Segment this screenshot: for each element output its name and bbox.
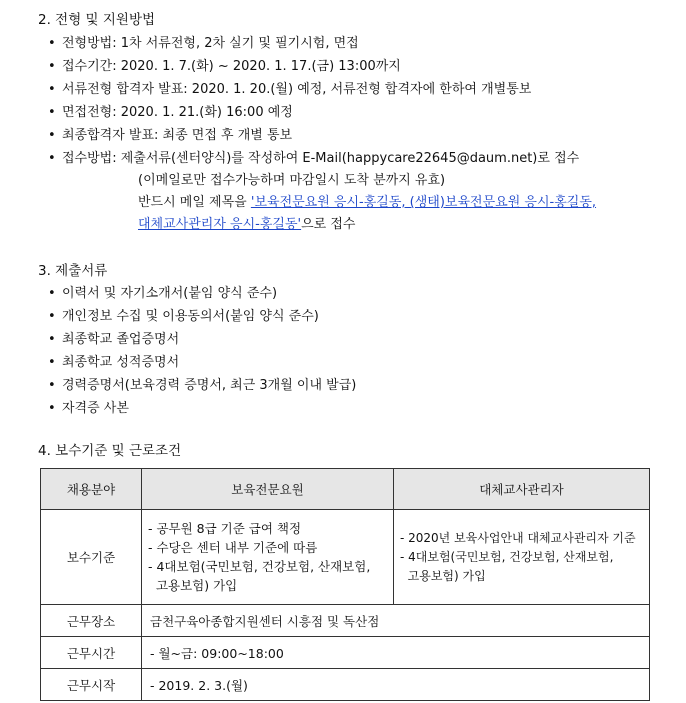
list-item: • 면접전형: 2020. 1. 21.(화) 16:00 예정: [48, 105, 293, 120]
list-item: • 자격증 사본: [48, 401, 129, 416]
list-item: • 최종합격자 발표: 최종 면접 후 개별 통보: [48, 128, 293, 143]
row-label: 근무시간: [41, 637, 142, 669]
list-item: • 서류전형 합격자 발표: 2020. 1. 20.(월) 예정, 서류전형 합격자에 한하여 개별통보: [48, 82, 532, 97]
list-item: • 이력서 및 자기소개서(붙임 양식 준수): [48, 286, 278, 301]
table-header: 대체교사관리자: [394, 469, 650, 510]
conditions-table: [40, 468, 650, 701]
table-cell: - 공무원 8급 기준 급여 책정 - 수당은 센터 내부 기준에 따름 - 4대보험(국민보험, 건강보험, 산재보험, 고용보험) 가입: [142, 510, 394, 605]
section-2-title: 2. 전형 및 지원방법: [38, 12, 156, 28]
section-4-title: 4. 보수기준 및 근로조건: [38, 443, 182, 459]
row-label: 근무시작: [41, 669, 142, 701]
continuation-text: (이메일로만 접수가능하며 마감일시 도착 분까지 유효): [138, 173, 446, 188]
subject-format-link: '보육전문요원 응시-홍길동, (생태)보육전문요원 응시-홍길동,: [250, 195, 597, 210]
table-cell: - 2019. 2. 3.(월): [142, 669, 650, 701]
continuation-text: 대체교사관리자 응시-홍길동'으로 접수: [138, 217, 356, 232]
table-header: 채용분야: [41, 469, 142, 510]
list-item: • 최종학교 졸업증명서: [48, 332, 180, 347]
row-label: 근무장소: [41, 605, 142, 637]
list-item: • 개인정보 수집 및 이용동의서(붙임 양식 준수): [48, 309, 319, 324]
continuation-text: 반드시 메일 제목을 '보육전문요원 응시-홍길동, (생태)보육전문요원 응시-홍길동,: [138, 195, 597, 210]
row-label: 보수기준: [41, 510, 142, 605]
list-item: • 접수기간: 2020. 1. 7.(화) ~ 2020. 1. 17.(금) 13:00까지: [48, 59, 401, 74]
list-item: • 최종학교 성적증명서: [48, 355, 180, 370]
section-3-title: 3. 제출서류: [38, 263, 108, 279]
table-header: 보육전문요원: [142, 469, 394, 510]
list-item: • 접수방법: 제출서류(센터양식)를 작성하여 E-Mail(happycare22645@daum.net)로 접수: [48, 151, 580, 166]
list-item: • 경력증명서(보육경력 증명서, 최근 3개월 이내 발급): [48, 378, 357, 393]
subject-format-link: 대체교사관리자 응시-홍길동': [138, 217, 302, 232]
table-cell: - 2020년 보육사업안내 대체교사관리자 기준 - 4대보험(국민보험, 건강보험, 산재보험, 고용보험) 가입: [394, 510, 650, 605]
list-item: • 전형방법: 1차 서류전형, 2차 실기 및 필기시험, 면접: [48, 36, 359, 51]
table-cell: - 월~금: 09:00~18:00: [142, 637, 650, 669]
table-cell: 금천구육아종합지원센터 시흥점 및 독산점: [142, 605, 650, 637]
